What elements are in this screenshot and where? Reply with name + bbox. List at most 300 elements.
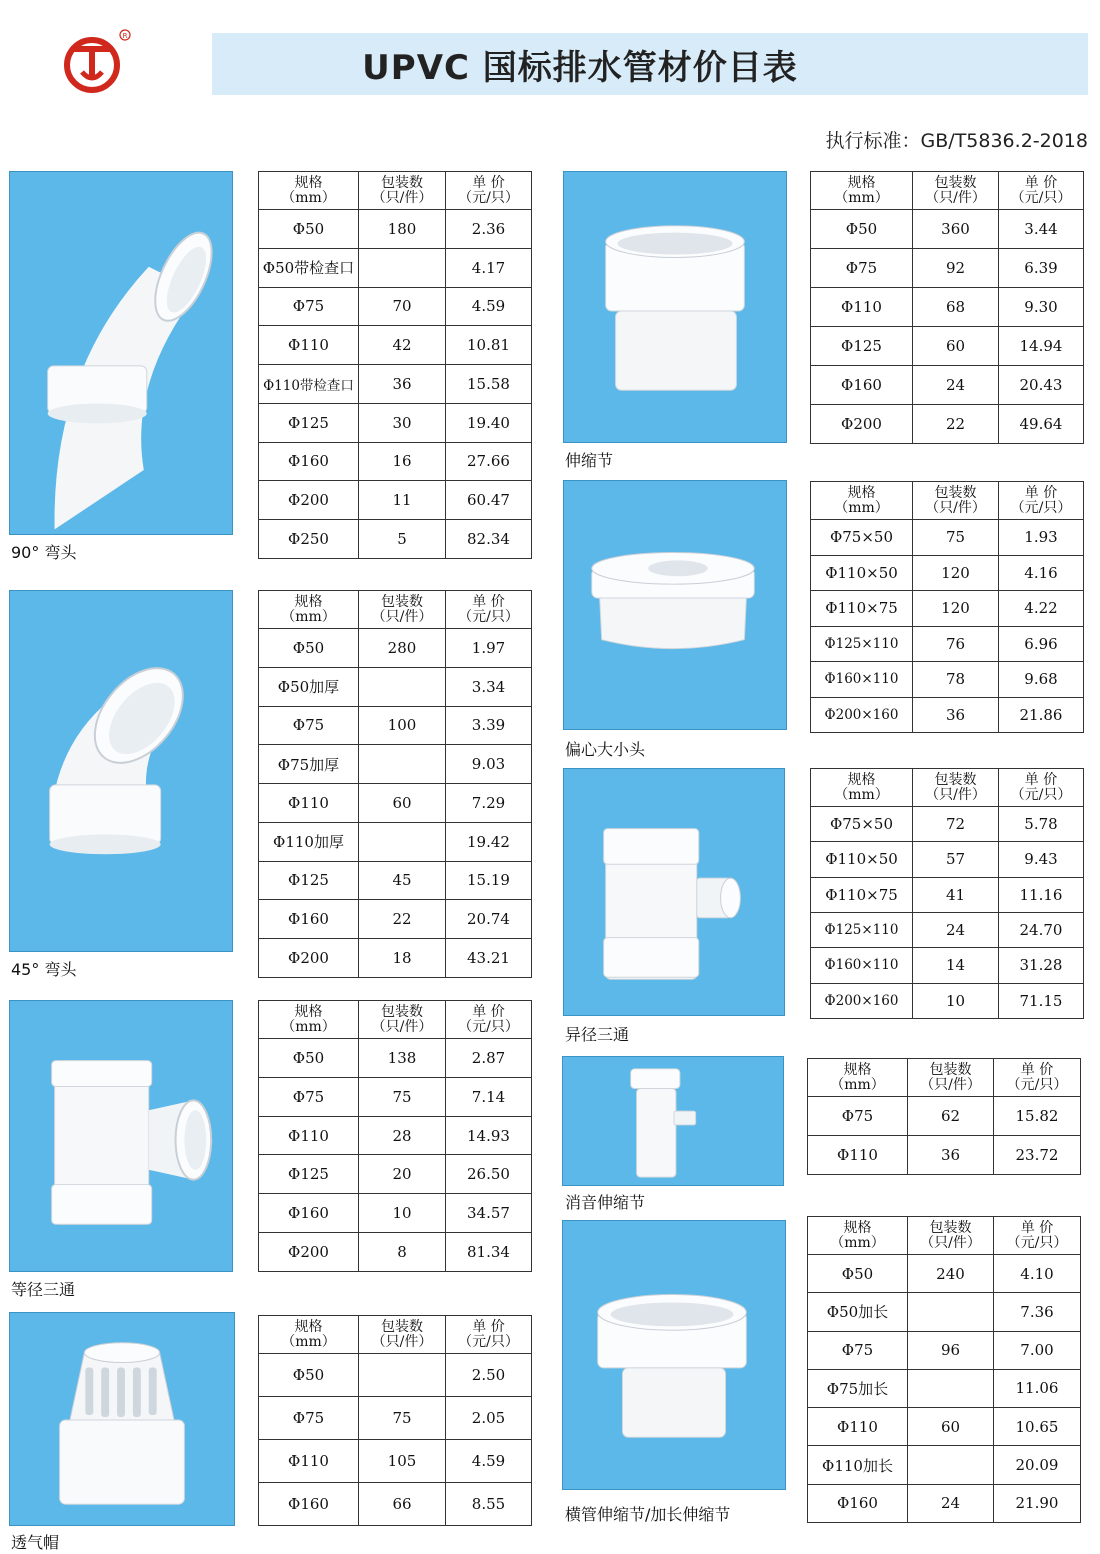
price-cell: 10.81	[446, 326, 532, 365]
price-cell: 82.34	[446, 520, 532, 559]
price-cell: 19.40	[446, 403, 532, 442]
column-header-line: （只/件）	[920, 1076, 981, 1093]
column-header-line: （mm）	[281, 608, 336, 625]
table-row	[811, 327, 1084, 366]
elbow-90-icon	[10, 172, 232, 534]
spec-cell: Φ200	[259, 1233, 359, 1272]
pack-cell: 24	[908, 1484, 994, 1522]
column-header-line: （元/只）	[458, 1333, 519, 1350]
equal-tee-icon	[10, 1001, 232, 1271]
spec-cell: Φ50加厚	[259, 667, 359, 706]
spec-cell: Φ110	[811, 288, 913, 327]
pack-cell: 24	[913, 366, 999, 405]
pack-cell: 20	[359, 1155, 446, 1194]
price-cell: 7.00	[994, 1331, 1081, 1369]
caption-reducing-tee: 异径三通	[565, 1025, 630, 1044]
price-cell: 21.90	[994, 1484, 1081, 1522]
table-header-row	[259, 172, 532, 210]
price-cell: 4.10	[994, 1255, 1081, 1293]
column-header-spec	[811, 172, 913, 210]
photo-elbow-90	[9, 171, 233, 535]
column-header-line: （mm）	[834, 189, 889, 206]
column-header-pack	[359, 172, 446, 210]
pack-cell: 36	[908, 1136, 994, 1175]
spec-cell: Φ110×75	[811, 877, 913, 912]
pack-cell: 11	[359, 481, 446, 520]
eccentric-reducer-icon	[564, 481, 786, 729]
column-header-line: 规格	[294, 593, 323, 610]
price-cell: 7.36	[994, 1293, 1081, 1331]
pack-cell: 8	[359, 1233, 446, 1272]
spec-cell: Φ110	[259, 1440, 359, 1483]
column-header-line: （元/只）	[1010, 786, 1072, 803]
column-header-line: 包装数	[934, 174, 977, 191]
column-header-pack	[908, 1059, 994, 1097]
column-header-price	[446, 172, 532, 210]
column-header-line: （mm）	[830, 1234, 885, 1251]
pack-cell: 60	[359, 784, 446, 823]
table-row	[811, 288, 1084, 327]
table-row	[259, 1354, 532, 1397]
price-cell: 15.58	[446, 365, 532, 404]
caption-horizontal-expansion-joint: 横管伸缩节/加长伸缩节	[565, 1505, 731, 1524]
pack-cell	[908, 1369, 994, 1407]
price-cell: 4.22	[999, 591, 1084, 627]
table-row	[259, 1077, 532, 1116]
elbow-45-icon	[10, 591, 232, 951]
photo-horizontal-expansion-joint	[562, 1220, 786, 1490]
price-cell: 14.94	[999, 327, 1084, 366]
pack-cell: 60	[913, 327, 999, 366]
table-row	[811, 249, 1084, 288]
column-header-pack	[913, 172, 999, 210]
column-header-pack	[359, 1316, 446, 1354]
spec-cell: Φ75	[811, 249, 913, 288]
price-cell: 2.36	[446, 210, 532, 249]
price-table	[258, 171, 532, 559]
price-cell: 14.93	[446, 1116, 532, 1155]
price-cell: 20.74	[446, 900, 532, 939]
spec-cell: Φ110	[259, 784, 359, 823]
pack-cell: 10	[913, 983, 999, 1018]
column-header-line: 规格	[294, 1318, 323, 1335]
price-cell: 2.87	[446, 1039, 532, 1078]
pack-cell: 72	[913, 807, 999, 842]
column-header-line: （元/只）	[458, 608, 519, 625]
pack-cell: 240	[908, 1255, 994, 1293]
pack-cell: 28	[359, 1116, 446, 1155]
spec-cell: Φ110	[259, 326, 359, 365]
spec-cell: Φ75加长	[808, 1369, 908, 1407]
table-row	[811, 948, 1084, 983]
table-row	[811, 807, 1084, 842]
spec-cell: Φ110	[808, 1408, 908, 1446]
table-row	[259, 629, 532, 668]
price-cell: 7.14	[446, 1077, 532, 1116]
spec-cell: Φ110加厚	[259, 822, 359, 861]
pack-cell	[359, 248, 446, 287]
column-header-price	[994, 1217, 1081, 1255]
column-header-pack	[913, 482, 999, 520]
spec-cell: Φ75×50	[811, 520, 913, 556]
price-cell: 23.72	[994, 1136, 1081, 1175]
reducing-tee-icon	[564, 769, 784, 1015]
column-header-line: （mm）	[281, 1333, 336, 1350]
table-row	[259, 365, 532, 404]
horizontal-expansion-joint-icon	[563, 1221, 785, 1489]
pack-cell: 70	[359, 287, 446, 326]
column-header-line: （只/件）	[371, 1333, 433, 1350]
caption-vent-cap: 透气帽	[11, 1533, 60, 1552]
company-logo	[62, 28, 134, 100]
spec-cell: Φ250	[259, 520, 359, 559]
price-table	[810, 768, 1084, 1019]
pack-cell: 22	[913, 405, 999, 444]
table-row	[259, 667, 532, 706]
pack-cell	[908, 1293, 994, 1331]
spec-cell: Φ110×50	[811, 555, 913, 591]
price-table	[810, 171, 1084, 444]
caption-elbow-90: 90° 弯头	[11, 543, 77, 562]
pack-cell: 36	[913, 697, 999, 733]
spec-cell: Φ160	[259, 900, 359, 939]
table-row	[811, 912, 1084, 947]
column-header-line: （mm）	[834, 786, 889, 803]
pack-cell: 75	[359, 1397, 446, 1440]
column-header-line: 单 价	[1024, 771, 1058, 788]
column-header-pack	[913, 769, 999, 807]
table-header-row	[811, 172, 1084, 210]
table-row	[259, 784, 532, 823]
table-row	[259, 1116, 532, 1155]
table-row	[808, 1408, 1081, 1446]
price-cell: 21.86	[999, 697, 1084, 733]
column-header-line: 单 价	[472, 1003, 505, 1020]
price-cell: 60.47	[446, 481, 532, 520]
column-header-line: （mm）	[834, 499, 889, 516]
pack-cell: 66	[359, 1483, 446, 1526]
pack-cell: 120	[913, 555, 999, 591]
pack-cell: 60	[908, 1408, 994, 1446]
column-header-line: （元/只）	[458, 1018, 519, 1035]
column-header-price	[446, 1001, 532, 1039]
pack-cell: 180	[359, 210, 446, 249]
spec-cell: Φ125×110	[811, 912, 913, 947]
svg-text:R: R	[122, 32, 128, 40]
spec-cell: Φ50	[259, 629, 359, 668]
table-row	[259, 1155, 532, 1194]
price-cell: 6.39	[999, 249, 1084, 288]
logo-icon	[62, 28, 134, 100]
column-header-line: （mm）	[830, 1076, 885, 1093]
silent-expansion-joint-icon	[563, 1057, 783, 1185]
table-row	[259, 403, 532, 442]
price-cell: 2.05	[446, 1397, 532, 1440]
caption-eccentric-reducer: 偏心大小头	[565, 740, 646, 759]
table-row	[811, 405, 1084, 444]
price-cell: 15.19	[446, 861, 532, 900]
spec-cell: Φ125	[259, 403, 359, 442]
pack-cell: 78	[913, 662, 999, 698]
column-header-price	[994, 1059, 1081, 1097]
table-header-row	[259, 1001, 532, 1039]
price-cell: 8.55	[446, 1483, 532, 1526]
table-row	[259, 1233, 532, 1272]
table-row	[259, 1483, 532, 1526]
price-cell: 9.30	[999, 288, 1084, 327]
table-row	[259, 1397, 532, 1440]
spec-cell: Φ50	[811, 210, 913, 249]
pack-cell: 22	[359, 900, 446, 939]
column-header-pack	[359, 591, 446, 629]
table-row	[808, 1293, 1081, 1331]
table-header-row	[259, 1316, 532, 1354]
table-row	[811, 520, 1084, 556]
pack-cell: 76	[913, 626, 999, 662]
table-row	[811, 842, 1084, 877]
spec-cell: Φ125×110	[811, 626, 913, 662]
column-header-line: （元/只）	[1006, 1234, 1068, 1251]
column-header-line: 包装数	[381, 593, 423, 610]
title-band	[212, 33, 1088, 95]
column-header-line: （只/件）	[925, 499, 986, 516]
column-header-line: （只/件）	[371, 1018, 433, 1035]
spec-cell: Φ110	[808, 1136, 908, 1175]
column-header-line: 规格	[843, 1061, 872, 1078]
column-header-spec	[808, 1217, 908, 1255]
price-cell: 7.29	[446, 784, 532, 823]
price-cell: 26.50	[446, 1155, 532, 1194]
table-row	[259, 287, 532, 326]
pack-cell: 100	[359, 706, 446, 745]
column-header-spec	[811, 482, 913, 520]
price-cell: 43.21	[446, 939, 532, 978]
column-header-price	[999, 482, 1084, 520]
spec-cell: Φ110×50	[811, 842, 913, 877]
price-cell: 34.57	[446, 1194, 532, 1233]
column-header-line: （只/件）	[920, 1234, 981, 1251]
spec-cell: Φ75×50	[811, 807, 913, 842]
table-row	[811, 626, 1084, 662]
photo-equal-tee	[9, 1000, 233, 1272]
page-title: UPVC 国标排水管材价目表	[362, 47, 798, 88]
spec-cell: Φ50加长	[808, 1293, 908, 1331]
price-cell: 5.78	[999, 807, 1084, 842]
column-header-line: （元/只）	[1006, 1076, 1068, 1093]
price-cell: 15.82	[994, 1097, 1081, 1136]
price-cell: 19.42	[446, 822, 532, 861]
table-row	[808, 1136, 1081, 1175]
spec-cell: Φ50	[808, 1255, 908, 1293]
price-cell: 11.16	[999, 877, 1084, 912]
price-cell: 9.43	[999, 842, 1084, 877]
spec-cell: Φ160×110	[811, 948, 913, 983]
column-header-line: 包装数	[381, 1003, 423, 1020]
table-row	[811, 697, 1084, 733]
table-row	[259, 939, 532, 978]
spec-cell: Φ160	[259, 442, 359, 481]
price-cell: 2.50	[446, 1354, 532, 1397]
column-header-line: 单 价	[472, 593, 505, 610]
spec-cell: Φ160×110	[811, 662, 913, 698]
table-row	[259, 481, 532, 520]
price-table	[258, 590, 532, 978]
caption-expansion-joint: 伸缩节	[565, 451, 614, 470]
column-header-pack	[359, 1001, 446, 1039]
table-row	[259, 1039, 532, 1078]
spec-cell: Φ75	[259, 1397, 359, 1440]
column-header-line: （只/件）	[371, 608, 433, 625]
table-row	[259, 326, 532, 365]
pack-cell: 360	[913, 210, 999, 249]
price-cell: 1.93	[999, 520, 1084, 556]
price-cell: 20.43	[999, 366, 1084, 405]
pack-cell: 68	[913, 288, 999, 327]
table-row	[811, 983, 1084, 1018]
column-header-spec	[259, 172, 359, 210]
pack-cell: 75	[359, 1077, 446, 1116]
column-header-pack	[908, 1217, 994, 1255]
pack-cell: 105	[359, 1440, 446, 1483]
price-cell: 1.97	[446, 629, 532, 668]
column-header-spec	[808, 1059, 908, 1097]
column-header-line: 规格	[294, 1003, 323, 1020]
spec-cell: Φ160	[259, 1194, 359, 1233]
table-row	[811, 662, 1084, 698]
column-header-line: 规格	[294, 174, 323, 191]
pack-cell	[359, 667, 446, 706]
spec-cell: Φ160	[808, 1484, 908, 1522]
pack-cell: 30	[359, 403, 446, 442]
photo-eccentric-reducer	[563, 480, 787, 730]
spec-cell: Φ50	[259, 210, 359, 249]
caption-silent-expansion-joint: 消音伸缩节	[565, 1193, 646, 1212]
column-header-price	[999, 769, 1084, 807]
photo-elbow-45	[9, 590, 233, 952]
table-row	[811, 366, 1084, 405]
spec-cell: Φ75加厚	[259, 745, 359, 784]
pack-cell: 96	[908, 1331, 994, 1369]
column-header-spec	[259, 591, 359, 629]
column-header-price	[999, 172, 1084, 210]
pack-cell: 57	[913, 842, 999, 877]
spec-cell: Φ75	[808, 1097, 908, 1136]
table-row	[259, 822, 532, 861]
price-cell: 9.03	[446, 745, 532, 784]
pack-cell	[359, 1354, 446, 1397]
price-table	[258, 1315, 532, 1526]
column-header-line: 单 价	[1024, 174, 1058, 191]
vent-cap-icon	[10, 1313, 234, 1525]
column-header-spec	[811, 769, 913, 807]
pack-cell: 10	[359, 1194, 446, 1233]
spec-cell: Φ200	[259, 481, 359, 520]
table-row	[811, 555, 1084, 591]
price-cell: 9.68	[999, 662, 1084, 698]
spec-cell: Φ110加长	[808, 1446, 908, 1484]
table-row	[811, 877, 1084, 912]
photo-silent-expansion-joint	[562, 1056, 784, 1186]
column-header-line: 单 价	[1020, 1061, 1054, 1078]
pack-cell: 18	[359, 939, 446, 978]
price-cell: 4.59	[446, 1440, 532, 1483]
spec-cell: Φ200	[259, 939, 359, 978]
column-header-line: 包装数	[934, 771, 977, 788]
spec-cell: Φ125	[259, 861, 359, 900]
spec-cell: Φ160	[811, 366, 913, 405]
pack-cell: 16	[359, 442, 446, 481]
price-cell: 3.44	[999, 210, 1084, 249]
column-header-price	[446, 1316, 532, 1354]
spec-cell: Φ50带检查口	[259, 248, 359, 287]
table-row	[259, 745, 532, 784]
photo-expansion-joint	[563, 171, 787, 443]
column-header-line: （元/只）	[458, 189, 519, 206]
table-row	[808, 1369, 1081, 1407]
spec-cell: Φ75	[259, 1077, 359, 1116]
table-row	[259, 861, 532, 900]
column-header-price	[446, 591, 532, 629]
spec-cell: Φ75	[808, 1331, 908, 1369]
caption-equal-tee: 等径三通	[11, 1280, 76, 1299]
table-row	[259, 248, 532, 287]
price-table	[807, 1058, 1081, 1175]
spec-cell: Φ50	[259, 1354, 359, 1397]
price-cell: 31.28	[999, 948, 1084, 983]
caption-elbow-45: 45° 弯头	[11, 960, 77, 979]
spec-cell: Φ200×160	[811, 697, 913, 733]
column-header-line: 单 价	[1020, 1219, 1054, 1236]
spec-cell: Φ110	[259, 1116, 359, 1155]
table-row	[808, 1331, 1081, 1369]
price-cell: 20.09	[994, 1446, 1081, 1484]
spec-cell: Φ125	[811, 327, 913, 366]
pack-cell: 41	[913, 877, 999, 912]
column-header-line: 单 价	[1024, 484, 1058, 501]
column-header-line: 规格	[847, 484, 876, 501]
table-header-row	[808, 1059, 1081, 1097]
price-table	[810, 481, 1084, 733]
standard-text: 执行标准：GB/T5836.2-2018	[825, 130, 1088, 152]
spec-cell: Φ200×160	[811, 983, 913, 1018]
column-header-line: 单 价	[472, 1318, 505, 1335]
column-header-line: 包装数	[934, 484, 977, 501]
table-row	[811, 210, 1084, 249]
spec-cell: Φ110带检查口	[259, 365, 359, 404]
price-cell: 27.66	[446, 442, 532, 481]
column-header-line: 规格	[843, 1219, 872, 1236]
spec-cell: Φ50	[259, 1039, 359, 1078]
column-header-spec	[259, 1001, 359, 1039]
spec-cell: Φ160	[259, 1483, 359, 1526]
price-cell: 4.17	[446, 248, 532, 287]
pack-cell	[908, 1446, 994, 1484]
column-header-line: （只/件）	[925, 786, 986, 803]
price-table	[807, 1216, 1081, 1523]
price-cell: 4.59	[446, 287, 532, 326]
price-cell: 81.34	[446, 1233, 532, 1272]
pack-cell: 92	[913, 249, 999, 288]
pack-cell: 120	[913, 591, 999, 627]
column-header-line: （mm）	[281, 189, 336, 206]
price-cell: 11.06	[994, 1369, 1081, 1407]
column-header-line: 包装数	[381, 1318, 423, 1335]
table-row	[259, 520, 532, 559]
price-cell: 3.39	[446, 706, 532, 745]
price-cell: 10.65	[994, 1408, 1081, 1446]
table-row	[259, 1440, 532, 1483]
pack-cell: 138	[359, 1039, 446, 1078]
